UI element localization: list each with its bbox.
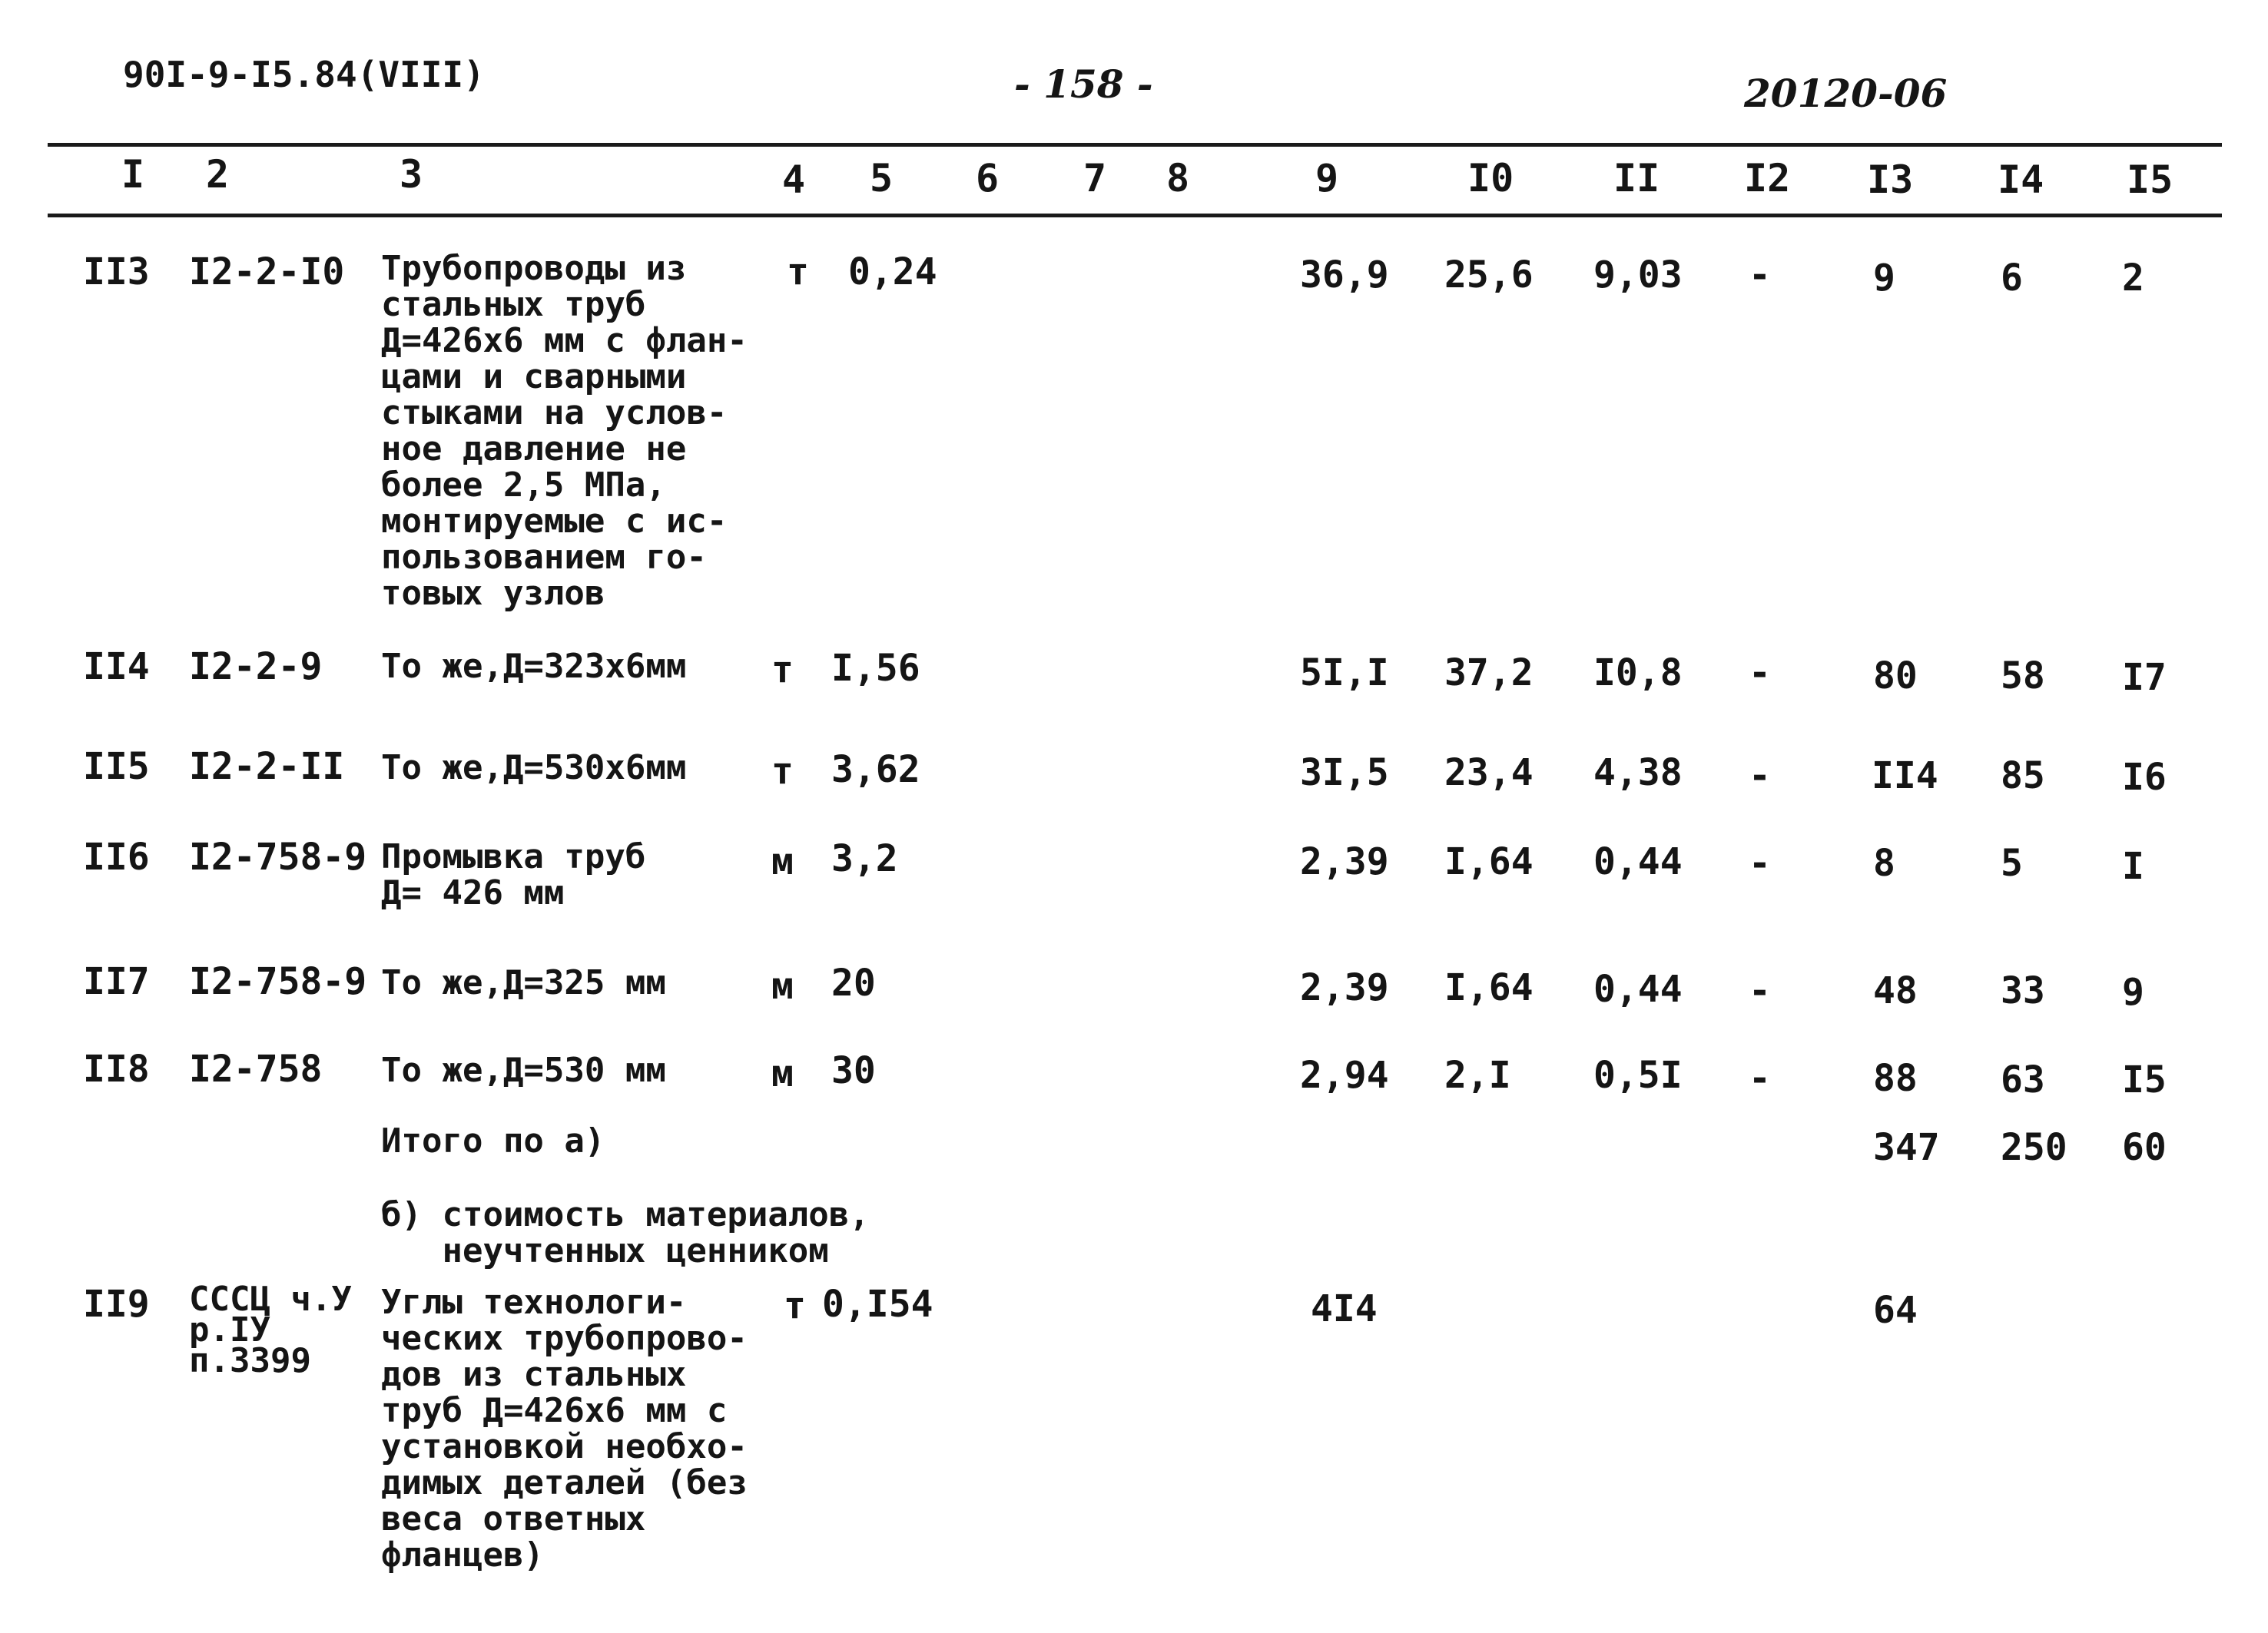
work-description: То же,Д=530х6мм <box>381 748 687 787</box>
value-col9: 36,9 <box>1300 253 1389 296</box>
table-header-rule <box>48 214 2222 217</box>
column-header: I5 <box>2127 157 2174 202</box>
document-code: 90I-9-I5.84(VIII) <box>123 54 485 95</box>
work-description: То же,Д=530 мм <box>381 1051 666 1090</box>
value-col15: 2 <box>2122 257 2144 300</box>
rate-code: I2-758-9 <box>189 836 367 879</box>
value-col12: - <box>1749 754 1771 797</box>
value-col10: 23,4 <box>1444 751 1534 794</box>
value-col11: 0,44 <box>1593 968 1683 1011</box>
row-number: II5 <box>83 745 150 788</box>
column-header: II <box>1613 156 1660 200</box>
row-number: II6 <box>83 836 150 879</box>
value-col10: 2,I <box>1444 1054 1511 1097</box>
value-col14: 33 <box>2001 969 2045 1012</box>
unit: м <box>771 1052 794 1095</box>
column-header: I0 <box>1467 156 1514 200</box>
sheet-code: 20120-06 <box>1744 71 1948 116</box>
unit: м <box>771 840 794 883</box>
column-header: I2 <box>1744 156 1791 200</box>
row-number: II7 <box>83 960 150 1003</box>
value-col13: II4 <box>1872 754 1938 797</box>
work-description: Трубопроводы из стальных труб Д=426х6 мм с флан- цами и сварными стыками на услов- ное давление не более 2,5 МПа, монтируемые с ис- пользованием го- товых узлов <box>381 249 748 613</box>
value-col13: 9 <box>1873 257 1895 300</box>
column-header: 4 <box>782 157 806 202</box>
value-col15: I <box>2122 845 2144 888</box>
value-col14: 58 <box>2001 654 2045 697</box>
quantity: 0,I54 <box>822 1283 933 1326</box>
value-col9: 2,39 <box>1300 966 1389 1009</box>
value-col14: 85 <box>2001 754 2045 797</box>
value-col15: 9 <box>2122 971 2144 1014</box>
column-header: I <box>121 152 145 197</box>
quantity: I,56 <box>831 647 920 690</box>
column-header: 2 <box>206 152 230 197</box>
rate-code: I2-2-I0 <box>189 250 345 293</box>
work-description: Промывка труб Д= 426 мм <box>381 837 646 913</box>
work-description: Углы технологи- ческих трубопрово- дов из стальных труб Д=426х6 мм с установкой необхо- димых деталей (без веса ответных фланцев) <box>381 1283 748 1575</box>
value-col13: 88 <box>1873 1057 1918 1100</box>
value-col12: - <box>1749 1057 1771 1100</box>
value-col12: - <box>1749 842 1771 885</box>
unit: т <box>787 250 809 293</box>
value-col10: I,64 <box>1444 840 1534 883</box>
value-col9: 2,39 <box>1300 840 1389 883</box>
column-header: 3 <box>400 152 423 197</box>
value-col15: I6 <box>2122 756 2167 799</box>
value-col11: 0,44 <box>1593 840 1683 883</box>
quantity: 3,62 <box>831 748 920 791</box>
value-col9: 3I,5 <box>1300 751 1389 794</box>
value-col12: - <box>1749 253 1771 296</box>
page-number: - 158 - <box>1014 61 1153 107</box>
value-col14: 63 <box>2001 1058 2045 1101</box>
rate-code: СССЦ ч.У р.IУ п.3399 <box>189 1280 352 1380</box>
quantity: 3,2 <box>831 837 898 880</box>
quantity: 20 <box>831 962 876 1005</box>
row-number: II3 <box>83 250 150 293</box>
quantity: 30 <box>831 1049 876 1092</box>
value-col9: 2,94 <box>1300 1054 1389 1097</box>
value-col13: 48 <box>1873 969 1918 1012</box>
value-col11: 0,5I <box>1593 1054 1683 1097</box>
row-number: II9 <box>83 1283 150 1326</box>
quantity: 0,24 <box>848 250 937 293</box>
unit: м <box>771 965 794 1008</box>
subtotal-col14: 250 <box>2001 1126 2067 1169</box>
column-header: I3 <box>1867 157 1914 202</box>
subtotal-col13: 347 <box>1873 1126 1940 1169</box>
value-col12: - <box>1749 651 1771 694</box>
column-header: 9 <box>1315 156 1339 200</box>
work-description: То же,Д=325 мм <box>381 963 666 1002</box>
rate-code: I2-758 <box>189 1048 323 1091</box>
column-header: I4 <box>1998 157 2044 202</box>
column-header: 8 <box>1166 156 1190 200</box>
value-col15: I7 <box>2122 656 2167 699</box>
value-col10: 37,2 <box>1444 651 1534 694</box>
row-number: II4 <box>83 645 150 688</box>
value-col9: 5I,I <box>1300 651 1389 694</box>
value-col9: 4I4 <box>1311 1287 1378 1330</box>
subtotal-label: Итого по а) <box>381 1121 605 1161</box>
value-col11: 9,03 <box>1593 253 1683 296</box>
table-top-rule <box>48 143 2222 147</box>
column-header: 7 <box>1083 156 1107 200</box>
section-b-heading: б) стоимость материалов, неучтенных ценником <box>381 1195 870 1270</box>
value-col11: 4,38 <box>1593 751 1683 794</box>
value-col13: 8 <box>1873 842 1895 885</box>
value-col10: I,64 <box>1444 966 1534 1009</box>
rate-code: I2-2-II <box>189 745 345 788</box>
work-description: То же,Д=323х6мм <box>381 647 687 686</box>
column-header: 5 <box>870 156 894 200</box>
value-col11: I0,8 <box>1593 651 1683 694</box>
unit: т <box>784 1284 806 1327</box>
unit: т <box>771 648 794 691</box>
value-col13: 80 <box>1873 654 1918 697</box>
value-col13: 64 <box>1873 1289 1918 1332</box>
column-header: 6 <box>976 156 1000 200</box>
value-col12: - <box>1749 969 1771 1012</box>
value-col14: 5 <box>2001 842 2023 885</box>
rate-code: I2-2-9 <box>189 645 323 688</box>
rate-code: I2-758-9 <box>189 960 367 1003</box>
row-number: II8 <box>83 1048 150 1091</box>
value-col14: 6 <box>2001 257 2023 300</box>
value-col15: I5 <box>2122 1058 2167 1101</box>
subtotal-col15: 60 <box>2122 1126 2167 1169</box>
unit: т <box>771 750 794 793</box>
value-col10: 25,6 <box>1444 253 1534 296</box>
